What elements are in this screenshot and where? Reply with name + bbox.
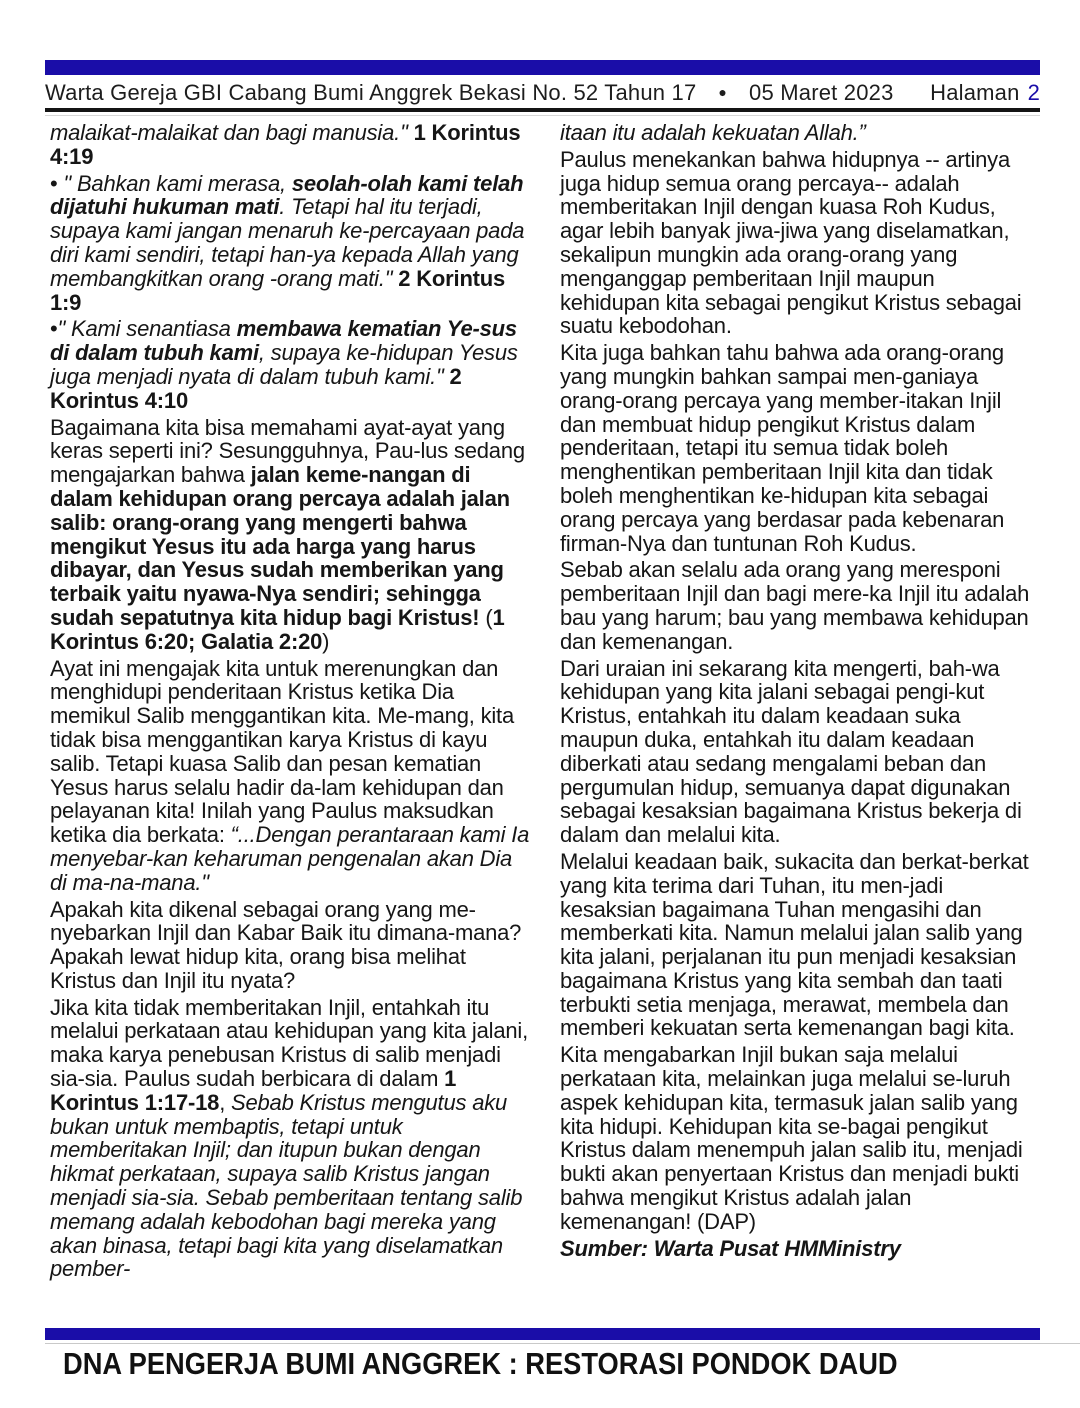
text-run: Apakah kita dikenal sebagai orang yang me-nyebarkan Injil dan Kabar Baik itu dimana-mana? Apakah lewat hidup kita, orang bisa melihat Kristus dan Injil itu nyata? — [50, 896, 522, 993]
text-run: Dari uraian ini sekarang kita mengerti, bah-wa kehidupan yang kita jalani sebagai pengi-kut Kristus, entahkah itu dalam keadaan suka maupun duka, entahkah itu dalam keadaan diberkati atau sedang mengalami beban dan pergumulan hidup, semuanya dapat digunakan sebagai kesaksian bagaimana Kristus bekerja di dalam dan melalui kita. — [560, 655, 1022, 848]
text-run: Ayat ini mengajak kita untuk merenungkan dan menghidupi penderitaan Kristus ketika Dia memikul Salib menggantikan kita. Me-mang, kita tidak bisa menggantikan karya Kristus di kayu salib. Tetapi kuasa Salib dan pesan kematian Yesus harus selalu hadir da-lam kehidupan dan pelayanan kita! Inilah yang Paulus maksudkan ketika dia berkata: — [50, 655, 515, 848]
left-column — [50, 121, 530, 1284]
header-rule — [45, 108, 1040, 112]
right-column — [560, 121, 1040, 1284]
page-number: 2 — [1027, 80, 1040, 105]
text-run: " Kami senantiasa — [57, 316, 237, 342]
paragraph — [50, 317, 530, 412]
paragraph — [50, 657, 530, 895]
text-run: 2 Korintus 1:9 — [50, 265, 506, 315]
paragraph — [560, 1043, 1040, 1233]
header-rule-shadow — [45, 115, 1040, 116]
text-run: 1 Korintus 1:17-18 — [50, 1066, 457, 1115]
text-run: , — [219, 1089, 232, 1115]
text-run: Bagaimana kita bisa memahami ayat-ayat yang keras seperti ini? Sesungguhnya, Pau-lus sedang mengajarkan bahwa — [50, 414, 525, 488]
text-run: “...Dengan perantaraan kami Ia menyebar-kan keharuman pengenalan akan Dia di ma-na-mana." — [50, 822, 530, 895]
text-run: Sebab akan selalu ada orang yang meresponi pemberitaan Injil dan bagi mere-ka Injil itu adalah bau yang harum; bau yang membawa kehidupan dan kemenangan. — [560, 557, 1030, 654]
text-run: itaan itu adalah kekuatan Allah.” — [560, 120, 866, 145]
footer-hairline — [45, 1343, 1080, 1344]
paragraph — [560, 121, 1040, 145]
text-run: " Bahkan kami merasa, — [63, 170, 292, 196]
paragraph — [560, 850, 1040, 1040]
text-run: Jika kita tidak memberitakan Injil, entahkah itu melalui perkataan atau kehidupan yang kita jalani, maka karya penebusan Kristus di salib menjadi sia-sia. Paulus sudah berbicara di dalam — [50, 994, 528, 1092]
text-run: 1 Korintus 4:19 — [50, 120, 521, 169]
text-run: Melalui keadaan baik, sukacita dan berkat-berkat yang kita terima dari Tuhan, itu men-jadi kesaksian bagaimana Tuhan mengasihi dan memberkati kita. Namun melalui jalan salib yang kita jalani, perjalanan itu pun menjadi kesaksian bagaimana Kristus yang kita sembah dan taati terbukti setia menjaga, merawat, membela dan memberi kekuatan serta kemenangan bagi kita. — [560, 848, 1029, 1041]
paragraph — [560, 148, 1040, 338]
text-run: ) — [322, 628, 330, 654]
paragraph — [560, 558, 1040, 653]
paragraph — [50, 416, 530, 654]
article-content — [50, 121, 1040, 1284]
page-label: Halaman — [930, 80, 1020, 105]
footer-accent-bar — [45, 1328, 1040, 1340]
text-run: Sumber: Warta Pusat HMMinistry — [560, 1235, 901, 1261]
header-separator-dot: ● — [718, 84, 728, 100]
text-run: • — [50, 170, 64, 196]
text-run: . Tetapi hal itu terjadi, supaya kami jangan menaruh ke-percayaan pada diri kami sendiri, tetapi han-ya kepada Allah yang membangkitkan orang -orang mati." — [50, 194, 525, 291]
paragraph — [50, 996, 530, 1282]
text-run: 1 Korintus 6:20; Galatia 2:20 — [50, 604, 505, 654]
text-run: seolah-olah kami telah dijatuhi hukuman mati — [50, 170, 524, 220]
page-header — [45, 80, 1040, 106]
paragraph — [560, 657, 1040, 847]
paragraph — [50, 172, 530, 315]
text-run: membawa kematian Ye-sus di dalam tubuh kami — [50, 316, 517, 366]
text-run: 2 Korintus 4:10 — [50, 363, 462, 413]
text-run: ( — [479, 604, 493, 630]
footer-banner: DNA PENGERJA BUMI ANGGREK : RESTORASI PONDOK DAUD — [63, 1346, 898, 1381]
text-run: , supaya ke-hidupan Yesus juga menjadi nyata di dalam tubuh kami." — [50, 340, 518, 389]
text-run: malaikat-malaikat dan bagi manusia." — [50, 120, 414, 145]
text-run: jalan keme-nangan di dalam kehidupan orang percaya adalah jalan salib: orang-orang yang mengerti bahwa mengikut Yesus itu ada harga yang harus dibayar, dan Yesus sudah memberikan yang terbaik yaitu nyawa-Nya sendiri; sehingga sudah sepatutnya kita hidup bagi Kristus! — [50, 462, 510, 630]
text-run: Kita juga bahkan tahu bahwa ada orang-orang yang mungkin bahkan sampai men-ganiaya orang-orang percaya yang member-itakan Injil dan membuat hidup pengikut Kristus dalam penderitaan, tetapi itu semua tidak boleh menghentikan pemberitaan Injil kita dan tidak boleh menghentikan ke-hidupan kita sebagai orang percaya yang berdasar pada kebenaran firman-Nya dan tuntunan Roh Kudus. — [560, 340, 1005, 556]
top-accent-bar — [45, 60, 1040, 75]
text-run: Kita mengabarkan Injil bukan saja melalui perkataan kita, melainkan juga melalui se-luruh aspek kehidupan kita, termasuk jalan salib yang kita hidupi. Kehidupan kita se-bagai pengikut Kristus dalam menempuh jalan salib itu, menjadi bukti akan penyertaan Kristus dan menjadi bukti bahwa mengikut Kristus adalah jalan kemenangan! (DAP) — [560, 1042, 1023, 1234]
paragraph — [560, 1237, 1040, 1261]
text-run: Sebab Kristus mengutus aku bukan untuk membaptis, tetapi untuk memberitakan Injil; dan itupun bukan dengan hikmat perkataan, supaya salib Kristus jangan menjadi sia-sia. Sebab pemberitaan tentang salib memang adalah kebodohan bagi mereka yang akan binasa, tetapi bagi kita yang diselamatkan pember- — [50, 1089, 523, 1282]
text-run: Paulus menekankan bahwa hidupnya -- artinya juga hidup semua orang percaya-- adalah memberitakan Injil dengan kuasa Roh Kudus, agar lebih banyak jiwa-jiwa yang diselamatkan, sekalipun mungkin ada orang-orang yang menganggap pemberitaan Injil maupun kehidupan kita sebagai pengikut Kristus sebagai suatu kebodohan. — [560, 146, 1022, 339]
paragraph — [50, 898, 530, 993]
header-title: Warta Gereja GBI Cabang Bumi Anggrek Bekasi No. 52 Tahun 17 — [45, 80, 697, 105]
text-run: • — [50, 316, 58, 342]
paragraph — [560, 341, 1040, 555]
paragraph — [50, 121, 530, 169]
header-date: 05 Maret 2023 — [749, 80, 894, 105]
